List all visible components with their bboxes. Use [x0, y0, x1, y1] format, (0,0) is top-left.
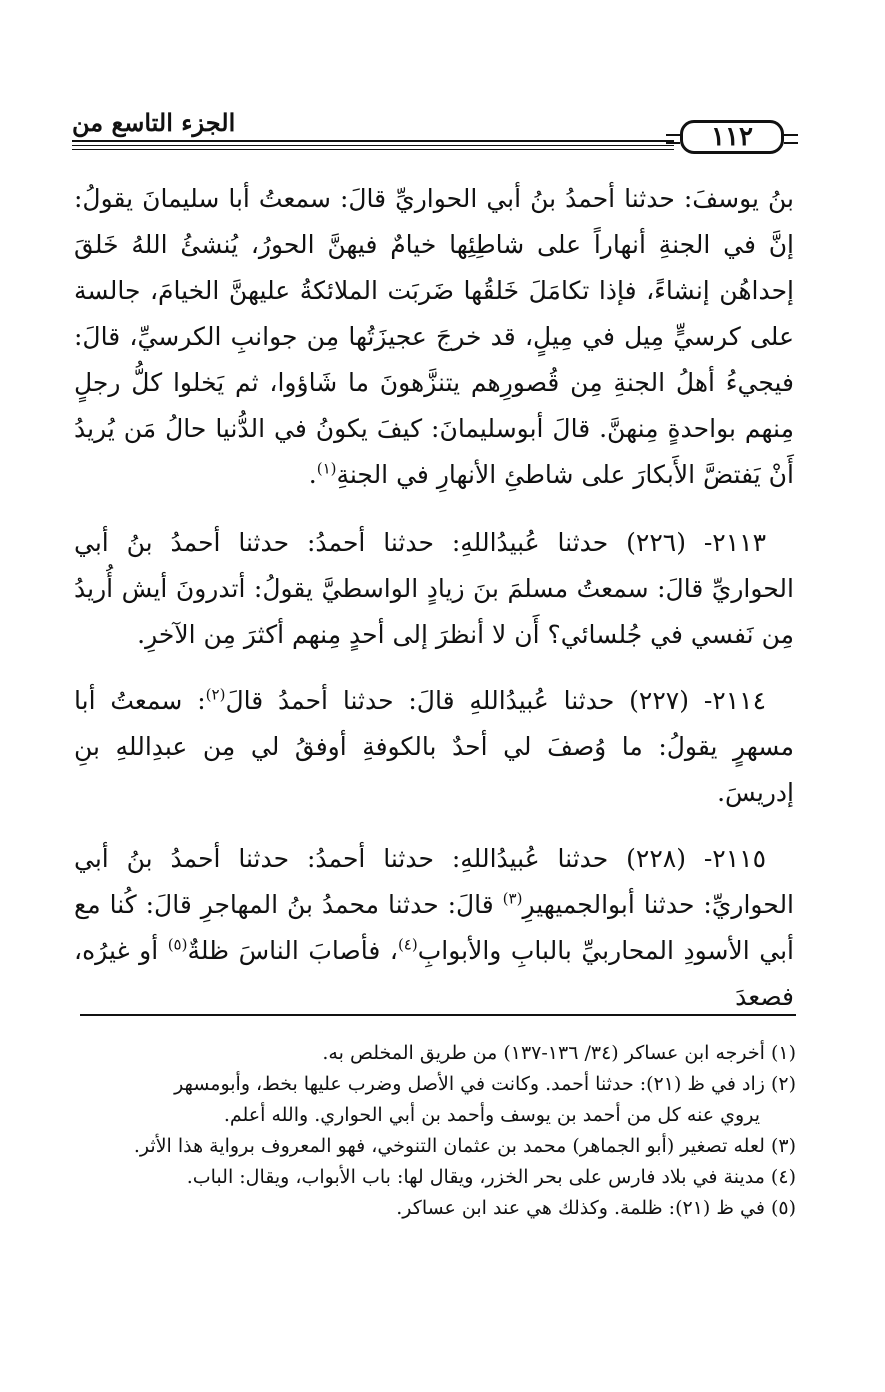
- footnote-text: (٢) زاد في ظ (٢١): حدثنا أحمد. وكانت في الأصل وضرب عليها بخط، وأبومسهر: [174, 1073, 796, 1095]
- paragraph-text: ٢١١٥- (٢٢٨) حدثنا عُبيدُاللهِ: حدثنا أحمدُ: حدثنا أحمدُ بنُ أبي الحواريِّ: حدثنا أبوالجميهيرِ: [74, 844, 795, 919]
- header-rule: [72, 140, 674, 153]
- page-header: [72, 108, 784, 156]
- paragraph-2115: [74, 836, 794, 1020]
- paragraph-text: بنُ يوسفَ: حدثنا أحمدُ بنُ أبي الحواريِّ قالَ: سمعتُ أبا سليمانَ يقولُ: إنَّ في الجنةِ أنهاراً على شاطِئِها خيامٌ فيهنَّ الحورُ، يُنشئُ اللهُ خَلقَ إحداهُن إنشاءً، فإذا تكامَلَ خَلقُها ضَربَت الملائكةُ عليهنَّ الخيامَ، جالسة على كرسيٍّ مِيل في مِيلٍ، قد خرجَ عجيزَتُها مِن جوانبِ الكرسيِّ، قالَ: فيجيءُ أهلُ الجنةِ مِن قُصورِهم يتنزَّهونَ ما شَاؤوا، ثم يَخلوا كلُّ رجلٍ مِنهم بواحدةٍ مِنهنَّ. قالَ أبوسليمانَ: كيفَ يكونُ في الدُّنيا حالُ مَن يُريدُ أَنْ يَفتضَّ الأَبكارَ على شاطئِ الأنهارِ في الجنةِ: [74, 184, 794, 489]
- page-number: ١١٢: [680, 120, 784, 154]
- header-rule-line: [72, 149, 674, 150]
- footnote-text: (٥) في ظ (٢١): ظلمة. وكذلك هي عند ابن عساكر.: [396, 1197, 796, 1219]
- footnotes: [74, 1038, 796, 1224]
- header-rule-line: [72, 140, 674, 142]
- footnote-4: [74, 1162, 796, 1193]
- footnote-ref: (٥): [167, 935, 188, 954]
- footnote-2: [74, 1069, 796, 1131]
- paragraph-continuation: [74, 176, 794, 498]
- paragraph-text: قالَ: حدثنا محمدُ بنُ المهاجرِ قالَ: كُنا مع أبي الأسودِ المحاربيِّ بالبابِ والأبوابِ: [74, 890, 794, 965]
- footnote-ref: (٤): [397, 935, 418, 954]
- footnote-1: [74, 1038, 796, 1069]
- footnote-text: (٤) مدينة في بلاد فارس على بحر الخزر، ويقال لها: باب الأبواب، ويقال: الباب.: [186, 1166, 796, 1188]
- running-title: الجزء التاسع من: [72, 108, 236, 137]
- paragraph-end: .: [308, 460, 317, 489]
- footnote-text: (١) أخرجه ابن عساكر (٣٤/ ١٣٦-١٣٧) من طريق المخلص به.: [322, 1042, 796, 1064]
- footnote-ref: (٢): [205, 685, 226, 704]
- footnote-ref: (٣): [502, 889, 523, 908]
- paragraph-2114: [74, 678, 794, 816]
- paragraph-text: ، فأصابَ الناسَ ظلةٌ: [187, 936, 398, 965]
- paragraph-2113: [74, 520, 794, 658]
- footnote-continuation: يروي عنه كل من أحمد بن يوسف وأحمد بن أبي الحواري. والله أعلم.: [223, 1104, 760, 1126]
- paragraph-text: أو غيرُه، فصعدَ: [74, 936, 794, 1011]
- paragraph-text: ٢١١٣- (٢٢٦) حدثنا عُبيدُاللهِ: حدثنا أحمدُ: حدثنا أحمدُ بنُ أبي الحواريِّ قالَ: سمعتُ مسلمَ بنَ زيادٍ الواسطيَّ يقولُ: أتدرونَ أيش أُريدُ مِن نَفسي في جُلسائي؟ أَن لا أنظرَ إلى أحدٍ مِنهم أكثرَ مِن الآخرِ.: [74, 528, 794, 649]
- footnote-ref: (١): [316, 459, 337, 478]
- footnote-3: [74, 1131, 796, 1162]
- header-rule-line: [72, 145, 674, 146]
- paragraph-text: ٢١١٤- (٢٢٧) حدثنا عُبيدُاللهِ قالَ: حدثنا أحمدُ قالَ: [225, 686, 766, 715]
- main-text: [74, 176, 794, 1040]
- footnote-5: [74, 1193, 796, 1224]
- paragraph-text: : سمعتُ أبا مسهرٍ يقولُ: ما وُصفَ لي أحدٌ بالكوفةِ أوفقُ لي مِن عبدِاللهِ بنِ إدريسَ.: [74, 686, 794, 807]
- footnote-text: (٣) لعله تصغير (أبو الجماهر) محمد بن عثمان التنوخي، فهو المعروف برواية هذا الأثر.: [133, 1135, 796, 1157]
- footnote-divider: [80, 1014, 796, 1016]
